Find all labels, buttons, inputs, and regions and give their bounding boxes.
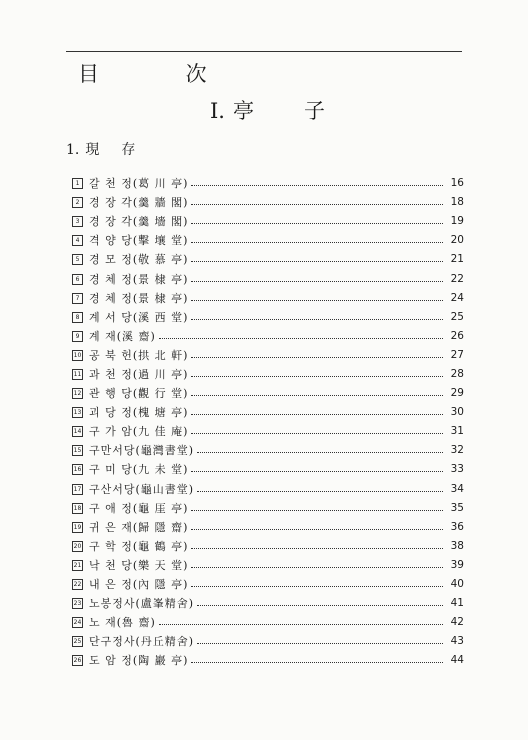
toc-entry[interactable]: [72, 231, 464, 250]
entry-page-number: 20: [450, 234, 464, 247]
leader-dots: [191, 414, 443, 415]
section-title: [210, 95, 325, 125]
toc-entry[interactable]: [72, 346, 464, 365]
entry-number-box: 2: [72, 197, 83, 208]
entry-page-number: 19: [450, 215, 464, 228]
entry-name: 귀 은 재(歸 隱 齋): [89, 520, 189, 534]
entry-page-number: 30: [450, 406, 464, 419]
toc-title: 目 次: [78, 62, 247, 86]
entry-number-box: 21: [73, 561, 82, 569]
subsection-title-part1: 現: [85, 142, 100, 158]
leader-dots: [191, 261, 443, 262]
subsection-title-part2: 存: [121, 142, 136, 158]
entry-number-box: 7: [72, 293, 83, 304]
entry-name: 구 학 정(龜 鶴 亭): [89, 539, 189, 553]
leader-dots: [191, 510, 443, 511]
entry-page-number: 33: [450, 463, 464, 476]
entry-number-box: 26: [73, 657, 82, 665]
entry-number-box: 17: [73, 485, 82, 493]
entry-page-number: 40: [450, 578, 464, 591]
entry-number-box: 19: [73, 523, 82, 531]
leader-dots: [191, 471, 443, 472]
entry-name: 경 장 각(羹 牆 閣): [89, 196, 189, 210]
entry-page-number: 21: [450, 253, 464, 266]
subsection-number: 1.: [66, 142, 80, 158]
toc-entry[interactable]: [72, 250, 464, 269]
entry-page-number: 41: [450, 597, 464, 610]
entry-page-number: 42: [450, 616, 464, 629]
toc-entry[interactable]: [72, 174, 464, 193]
entry-name: 구 애 정(龜 厓 亭): [89, 501, 189, 515]
leader-dots: [191, 223, 443, 224]
leader-dots: [191, 662, 443, 663]
entry-name: 갈 천 정(葛 川 亭): [89, 177, 189, 191]
entry-number-box: 8: [72, 312, 83, 323]
leader-dots: [191, 567, 443, 568]
toc-entry[interactable]: [72, 613, 464, 632]
entry-name: 노 재(魯 齋): [89, 616, 156, 630]
top-rule: [66, 51, 462, 52]
entry-number-box: 22: [73, 581, 82, 589]
entry-page-number: 32: [450, 444, 464, 457]
entry-number-box: 18: [73, 504, 82, 512]
entry-name: 과 천 정(過 川 亭): [89, 367, 189, 381]
entry-page-number: 43: [450, 635, 464, 648]
toc-entry[interactable]: [72, 441, 464, 460]
toc-entry[interactable]: [72, 193, 464, 212]
leader-dots: [191, 319, 443, 320]
leader-dots: [191, 242, 443, 243]
entry-name: 구만서당(龜灣書堂): [89, 444, 195, 458]
toc-entry[interactable]: [72, 460, 464, 479]
entry-number-box: 4: [72, 235, 83, 246]
entry-number-box: 6: [72, 274, 83, 285]
leader-dots: [191, 300, 443, 301]
entry-page-number: 29: [450, 387, 464, 400]
leader-dots: [191, 204, 443, 205]
toc-entry[interactable]: [72, 422, 464, 441]
entry-number-box: 10: [73, 351, 82, 359]
entry-number-box: 14: [73, 428, 82, 436]
entry-number-box: 1: [72, 178, 83, 189]
leader-dots: [197, 643, 443, 644]
section-title-part2: 子: [303, 99, 325, 123]
entry-name: 경 모 정(敬 慕 亭): [89, 253, 189, 267]
toc-entry[interactable]: [72, 651, 464, 670]
entry-number-box: 13: [73, 409, 82, 417]
entry-page-number: 24: [450, 291, 464, 304]
toc-entry[interactable]: [72, 384, 464, 403]
entry-number-box: 9: [72, 331, 83, 342]
entry-page-number: 16: [450, 177, 464, 190]
entry-number-box: 15: [73, 447, 82, 455]
entry-name: 경 체 정(景 棣 亭): [89, 291, 189, 305]
entry-name: 노봉정사(盧峯精舍): [89, 597, 195, 611]
entry-page-number: 36: [450, 520, 464, 533]
entry-name: 구 미 당(九 未 堂): [89, 463, 189, 477]
toc-entry[interactable]: [72, 480, 464, 499]
entry-page-number: 25: [450, 310, 464, 323]
entry-page-number: 18: [450, 196, 464, 209]
toc-entry[interactable]: [72, 269, 464, 288]
entry-name: 괴 당 정(槐 塘 亭): [89, 406, 189, 420]
leader-dots: [191, 548, 443, 549]
toc-entry[interactable]: [72, 289, 464, 308]
entry-page-number: 26: [450, 329, 464, 342]
entry-number-box: 3: [72, 216, 83, 227]
entry-number-box: 16: [73, 466, 82, 474]
leader-dots: [191, 433, 443, 434]
toc-entry[interactable]: [72, 403, 464, 422]
entry-name: 격 양 당(擊 壤 堂): [89, 234, 189, 248]
leader-dots: [191, 395, 443, 396]
entry-name: 구 가 암(九 佳 庵): [89, 425, 189, 439]
leader-dots: [159, 624, 443, 625]
toc-entry[interactable]: [72, 594, 464, 613]
entry-name: 단구정사(丹丘精舍): [89, 635, 195, 649]
entry-page-number: 44: [450, 654, 464, 667]
entry-number-box: 25: [73, 638, 82, 646]
leader-dots: [191, 586, 443, 587]
entry-name: 경 체 정(景 棣 亭): [89, 272, 189, 286]
entry-number-box: 23: [73, 600, 82, 608]
entry-name: 내 은 정(內 隱 亭): [89, 578, 189, 592]
section-number: I.: [210, 99, 225, 123]
leader-dots: [191, 281, 443, 282]
toc-entry[interactable]: [72, 212, 464, 231]
subsection-title: [66, 139, 135, 159]
entry-page-number: 35: [450, 501, 464, 514]
toc-entry-list: [72, 174, 464, 670]
toc-entry[interactable]: [72, 575, 464, 594]
entry-page-number: 38: [450, 539, 464, 552]
entry-name: 낙 천 당(樂 天 堂): [89, 558, 189, 572]
entry-number-box: 12: [73, 390, 82, 398]
toc-entry[interactable]: [72, 308, 464, 327]
entry-page-number: 27: [450, 348, 464, 361]
leader-dots: [197, 491, 443, 492]
leader-dots: [191, 185, 443, 186]
entry-name: 도 암 정(陶 巖 亭): [89, 654, 189, 668]
leader-dots: [191, 376, 443, 377]
entry-page-number: 34: [450, 482, 464, 495]
entry-number-box: 24: [73, 619, 82, 627]
entry-number-box: 5: [72, 254, 83, 265]
leader-dots: [191, 357, 443, 358]
toc-entry[interactable]: [72, 499, 464, 518]
entry-number-box: 11: [73, 370, 82, 378]
leader-dots: [159, 338, 443, 339]
toc-entry[interactable]: [72, 365, 464, 384]
toc-entry[interactable]: [72, 518, 464, 537]
entry-page-number: 31: [450, 425, 464, 438]
entry-name: 계 서 당(溪 西 堂): [89, 310, 189, 324]
toc-entry[interactable]: [72, 556, 464, 575]
toc-entry[interactable]: [72, 327, 464, 346]
leader-dots: [197, 452, 443, 453]
entry-name: 경 장 각(羹 墻 閣): [89, 215, 189, 229]
entry-name: 공 북 헌(拱 北 軒): [89, 348, 189, 362]
entry-name: 계 재(溪 齋): [89, 329, 156, 343]
entry-page-number: 22: [450, 272, 464, 285]
entry-number-box: 20: [73, 542, 82, 550]
entry-page-number: 28: [450, 367, 464, 380]
entry-name: 관 행 당(觀 行 堂): [89, 387, 189, 401]
toc-entry[interactable]: [72, 632, 464, 651]
entry-page-number: 39: [450, 558, 464, 571]
toc-entry[interactable]: [72, 537, 464, 556]
entry-name: 구산서당(龜山書堂): [89, 482, 195, 496]
leader-dots: [191, 529, 443, 530]
section-title-part1: 亭: [232, 99, 254, 123]
leader-dots: [197, 605, 443, 606]
